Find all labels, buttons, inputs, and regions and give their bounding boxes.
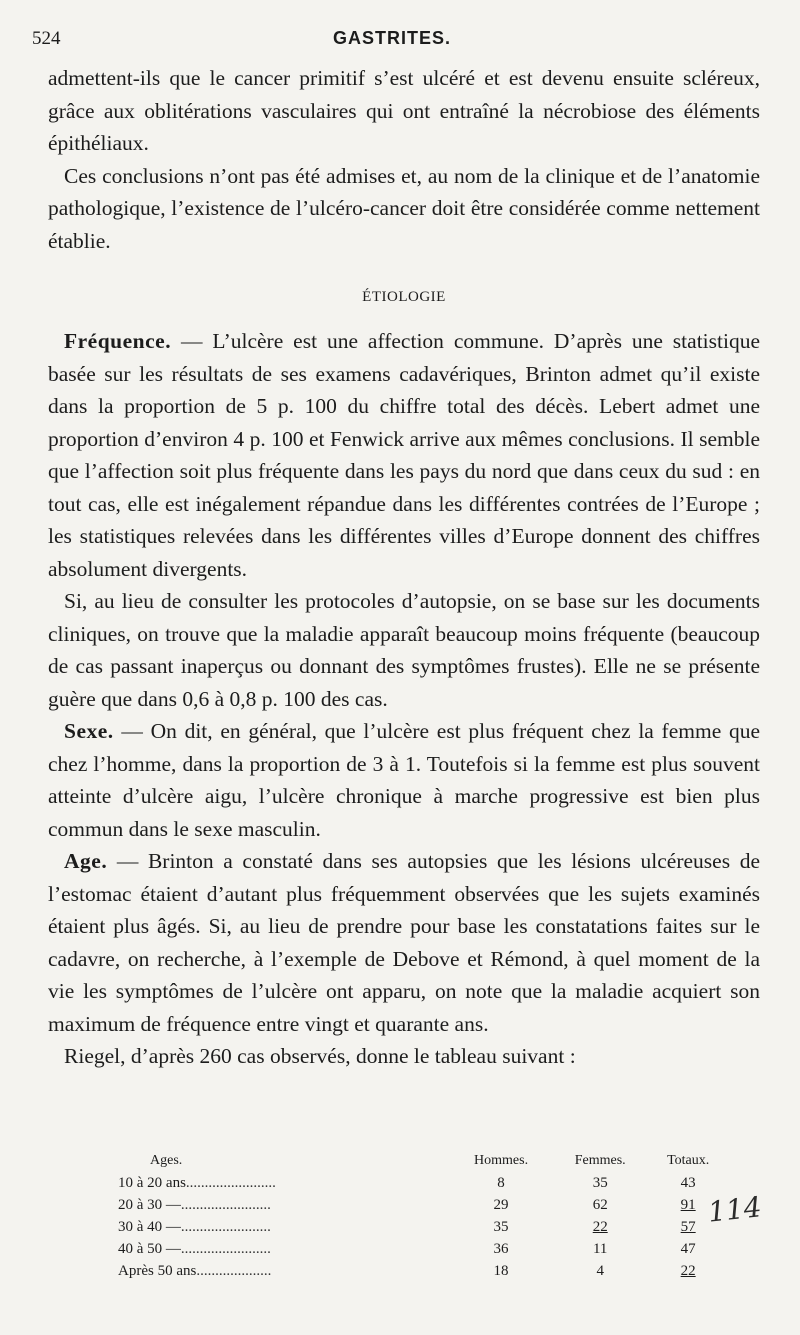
paragraph-age-text: — Brinton a constaté dans ses autopsies que les lésions ulcéreuses de l’estomac étaient d’autant plus fréquemment observées que les sujets examinés étaient plus âgés. Si, au lieu de prendre pour base les constatations faites sur le cadavre, on recherche, à l’exemple de Debove et Rémond, à quel moment de la vie les symptômes de l’ulcère ont apparu, on note que la maladie acquiert son maximum de fréquence entre vingt et quarante ans.	[48, 849, 760, 1036]
paragraph-sexe-text: — On dit, en général, que l’ulcère est plus fréquent chez la femme que chez l’homme, dans la proportion de 3 à 1. Toutefois si la femme est plus souvent atteinte d’ulcère aigu, l’ulcère chronique à marche progressive est bien plus commun dans le sexe masculin.	[48, 719, 760, 841]
handwritten-margin-note: 114	[706, 1190, 764, 1229]
age-cell: 10 à 20 ans........................	[118, 1175, 276, 1191]
column-header: Hommes.	[474, 1153, 529, 1168]
paragraph-conclusions: Ces conclusions n’ont pas été admises et, au nom de la clinique et de l’anatomie pathologique, l’existence de l’ulcéro-cancer doit être considérée comme nettement établie.	[48, 163, 760, 253]
age-cell: 30 à 40 —........................	[118, 1219, 271, 1235]
column-header: Totaux.	[667, 1153, 710, 1168]
paragraph-frequence	[48, 325, 760, 585]
table-row	[118, 1216, 728, 1238]
hommes-cell: 36	[493, 1241, 509, 1257]
run-in-heading-sexe: Sexe.	[64, 719, 114, 743]
totaux-cell: 47	[680, 1241, 696, 1257]
column-header: Femmes.	[574, 1153, 626, 1168]
column-header: Ages.	[150, 1153, 183, 1168]
hommes-cell: 35	[493, 1219, 509, 1235]
paragraph-sexe	[48, 715, 760, 845]
paragraph-clinical: Si, au lieu de consulter les protocoles d’autopsie, on se base sur les documents cliniques, on trouve que la maladie apparaît beaucoup moins fréquente (beaucoup de cas passant inaperçus ou donnant des symptômes frustes). Elle ne se présente guère que dans 0,6 à 0,8 p. 100 des cas.	[48, 589, 760, 711]
table-row	[118, 1260, 728, 1282]
table-row	[118, 1172, 728, 1194]
femmes-cell: 22	[592, 1219, 608, 1235]
femmes-cell: 62	[592, 1197, 608, 1213]
age-statistics-table	[118, 1150, 728, 1282]
paragraph-frequence-text: — L’ulcère est une affection commune. D’après une statistique basée sur les résultats de ses examens cadavériques, Brinton admet qu’il existe dans la proportion de 5 p. 100 du chiffre total des décès. Lebert admet une proportion d’environ 4 p. 100 et Fenwick arrive aux mêmes conclusions. Il semble que l’affection soit plus fréquente dans les pays du nord que dans ceux du sud : en tout cas, elle est inégalement répandue dans les différentes contrées de l’Europe ; les statistiques relevées dans les différentes villes d’Europe donnent des chiffres absolument divergents.	[48, 329, 760, 581]
paragraph-age	[48, 845, 760, 1040]
page-number: 524	[32, 28, 61, 49]
femmes-cell: 35	[592, 1175, 608, 1191]
table-row	[118, 1238, 728, 1260]
age-cell: 40 à 50 —........................	[118, 1241, 271, 1257]
femmes-cell: 4	[596, 1263, 604, 1279]
age-cell: 20 à 30 —........................	[118, 1197, 271, 1213]
run-in-heading-frequence: Fréquence.	[64, 329, 172, 353]
hommes-cell: 29	[493, 1197, 509, 1213]
body-text	[48, 62, 760, 1073]
totaux-cell: 22	[680, 1263, 696, 1279]
running-head: GASTRITES.	[332, 28, 451, 48]
totaux-cell: 43	[680, 1175, 696, 1191]
run-in-heading-age: Age.	[64, 849, 108, 873]
table-row	[118, 1194, 728, 1216]
totaux-cell: 91	[680, 1197, 696, 1213]
paragraph-riegel: Riegel, d’après 260 cas observés, donne le tableau suivant :	[64, 1044, 576, 1068]
hommes-cell: 18	[493, 1263, 509, 1279]
hommes-cell: 8	[497, 1175, 505, 1191]
femmes-cell: 11	[592, 1241, 608, 1257]
table-header-row	[118, 1150, 728, 1172]
age-cell: Après 50 ans....................	[118, 1263, 272, 1279]
section-title: ÉTIOLOGIE	[362, 289, 446, 305]
page-header	[32, 22, 752, 56]
paragraph-continuation: admettent-ils que le cancer primitif s’est ulcéré et est devenu ensuite scléreux, grâce aux oblitérations vasculaires qui ont entraîné la nécrobiose des éléments épithéliaux.	[48, 66, 760, 155]
totaux-cell: 57	[680, 1219, 696, 1235]
